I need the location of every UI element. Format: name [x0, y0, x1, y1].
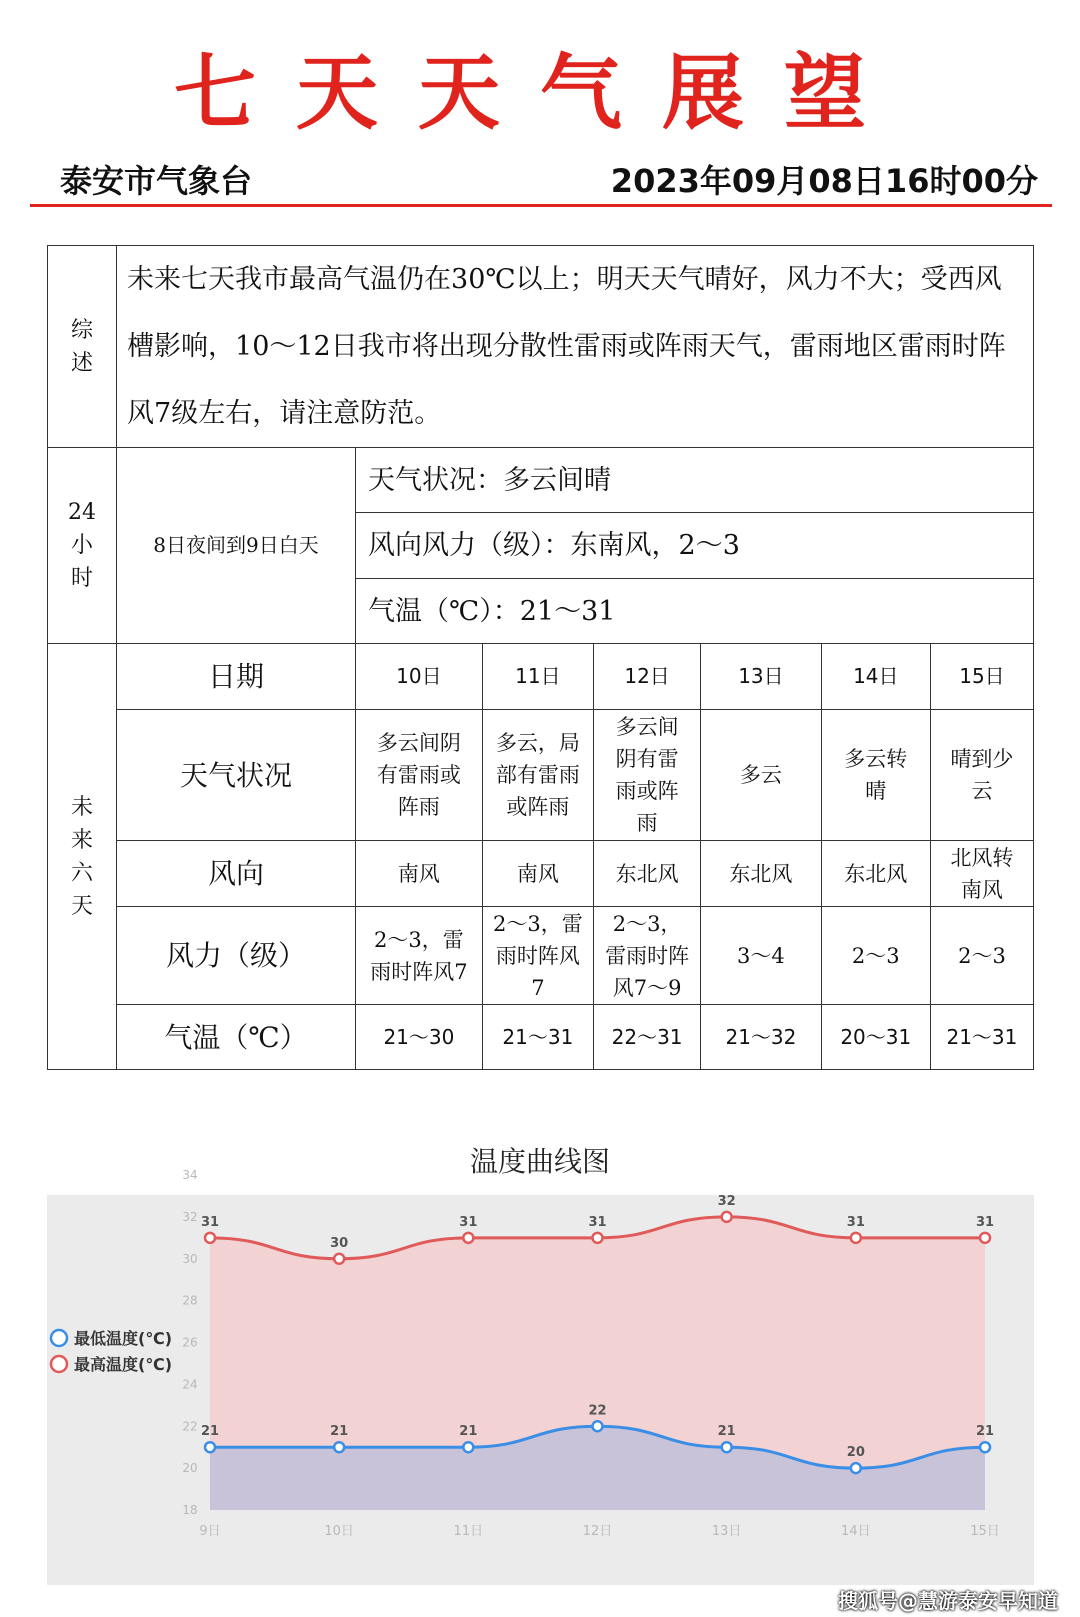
temp-cell: 21～30	[356, 1005, 483, 1070]
data-point	[980, 1233, 990, 1243]
temperature-chart	[47, 1168, 1034, 1585]
row-label-wind-force: 风力（级）	[117, 907, 356, 1005]
wind-dir-cell: 南风	[356, 841, 483, 907]
x-tick-label: 10日	[324, 1524, 354, 1539]
wind-force-cell: 3～4	[701, 907, 822, 1005]
row-label-temp: 气温（℃）	[117, 1005, 356, 1070]
data-label: 21	[459, 1424, 478, 1440]
data-label: 31	[975, 1214, 995, 1230]
temp-cell: 22～31	[594, 1005, 701, 1070]
date-cell: 13日	[701, 644, 822, 710]
y-tick-label: 34	[182, 1168, 198, 1182]
data-point	[851, 1233, 861, 1243]
next24-temp: 气温（℃）：21～31	[356, 579, 1034, 644]
x-tick-label: 11日	[453, 1524, 484, 1539]
data-point	[205, 1442, 215, 1452]
next24-period: 8日夜间到9日白天	[117, 448, 356, 644]
data-label: 31	[200, 1214, 220, 1230]
station-name: 泰安市气象台	[60, 162, 253, 200]
x-tick-label: 13日	[711, 1524, 742, 1539]
weather-cell: 多云，局部有雷雨或阵雨	[482, 710, 593, 841]
weather-cell: 多云转晴	[821, 710, 930, 841]
temp-cell: 21～31	[930, 1005, 1033, 1070]
data-point	[980, 1442, 990, 1452]
data-point	[463, 1233, 473, 1243]
row-label-weather: 天气状况	[117, 710, 356, 841]
wind-force-cell: 2～3，雷雨时阵风7～9	[594, 907, 701, 1005]
header-row	[32, 152, 1056, 202]
y-tick-label: 30	[182, 1251, 198, 1266]
summary-label: 综述	[48, 246, 117, 448]
weather-cell: 多云间阴有雷雨或阵雨	[356, 710, 483, 841]
next24-label: 24 小 时	[48, 448, 117, 644]
x-tick-label: 9日	[199, 1524, 221, 1539]
wind-force-cell: 2～3，雷雨时阵风7	[356, 907, 483, 1005]
wind-force-cell: 2～3，雷雨时阵风7	[482, 907, 593, 1005]
temp-cell: 21～32	[701, 1005, 822, 1070]
x-tick-label: 14日	[841, 1524, 871, 1539]
row-label-wind-dir: 风向	[117, 841, 356, 907]
x-tick-label: 15日	[970, 1524, 1000, 1539]
y-tick-label: 32	[182, 1209, 198, 1224]
data-point	[722, 1442, 732, 1452]
data-point	[334, 1442, 344, 1452]
legend-marker	[51, 1330, 67, 1346]
y-tick-label: 18	[182, 1503, 198, 1517]
data-point	[205, 1233, 215, 1243]
data-point	[593, 1421, 603, 1431]
data-label: 31	[846, 1214, 865, 1230]
data-label: 21	[200, 1424, 220, 1440]
data-point	[722, 1212, 732, 1222]
date-cell: 15日	[930, 644, 1033, 710]
y-tick-label: 20	[182, 1461, 198, 1476]
date-cell: 14日	[821, 644, 930, 710]
legend-marker	[51, 1356, 67, 1372]
legend-label: 最高温度(℃)	[74, 1355, 173, 1374]
y-tick-label: 28	[182, 1293, 198, 1308]
data-label: 21	[717, 1424, 736, 1440]
weather-cell: 多云间阴有雷雨或阵雨	[594, 710, 701, 841]
data-point	[334, 1254, 344, 1264]
data-label: 20	[846, 1445, 865, 1461]
y-tick-label: 22	[182, 1419, 198, 1434]
weather-cell: 晴到少云	[930, 710, 1033, 841]
wind-force-cell: 2～3	[930, 907, 1033, 1005]
header-divider	[30, 204, 1052, 207]
sixday-label: 未来六天	[48, 644, 117, 1070]
legend-label: 最低温度(℃)	[74, 1329, 173, 1348]
data-point	[593, 1233, 603, 1243]
wind-dir-cell: 南风	[482, 841, 593, 907]
data-label: 32	[717, 1193, 736, 1209]
date-cell: 11日	[482, 644, 593, 710]
page-title: 七天天气展望	[173, 45, 906, 141]
issue-datetime: 2023年09月08日16时00分	[610, 162, 1038, 200]
temp-cell: 21～31	[482, 1005, 593, 1070]
chart-title: 温度曲线图	[469, 1145, 610, 1178]
data-label: 30	[330, 1235, 349, 1251]
data-label: 21	[330, 1424, 349, 1440]
forecast-table	[47, 245, 1034, 1070]
wind-dir-cell: 北风转南风	[930, 841, 1033, 907]
wind-dir-cell: 东北风	[701, 841, 822, 907]
data-label: 31	[588, 1214, 607, 1230]
weather-cell: 多云	[701, 710, 822, 841]
wind-dir-cell: 东北风	[821, 841, 930, 907]
wind-dir-cell: 东北风	[594, 841, 701, 907]
watermark: 搜狐号@慧游泰安早知道	[838, 1589, 1058, 1613]
data-point	[463, 1442, 473, 1452]
data-label: 22	[588, 1403, 607, 1419]
next24-weather: 天气状况：多云间晴	[356, 448, 1034, 513]
x-tick-label: 12日	[582, 1524, 613, 1539]
data-label: 21	[975, 1424, 995, 1440]
row-label-date: 日期	[117, 644, 356, 710]
y-tick-label: 26	[182, 1335, 198, 1350]
summary-text: 未来七天我市最高气温仍在30℃以上；明天天气晴好，风力不大；受西风槽影响，10～12日我市将出现分散性雷雨或阵雨天气，雷雨地区雷雨时阵风7级左右，请注意防范。	[117, 246, 1034, 448]
wind-force-cell: 2～3	[821, 907, 930, 1005]
data-point	[851, 1463, 861, 1473]
next24-wind: 风向风力（级）：东南风，2～3	[356, 513, 1034, 579]
data-label: 31	[459, 1214, 478, 1230]
date-cell: 12日	[594, 644, 701, 710]
temp-cell: 20～31	[821, 1005, 930, 1070]
y-tick-label: 24	[182, 1377, 198, 1392]
date-cell: 10日	[356, 644, 483, 710]
